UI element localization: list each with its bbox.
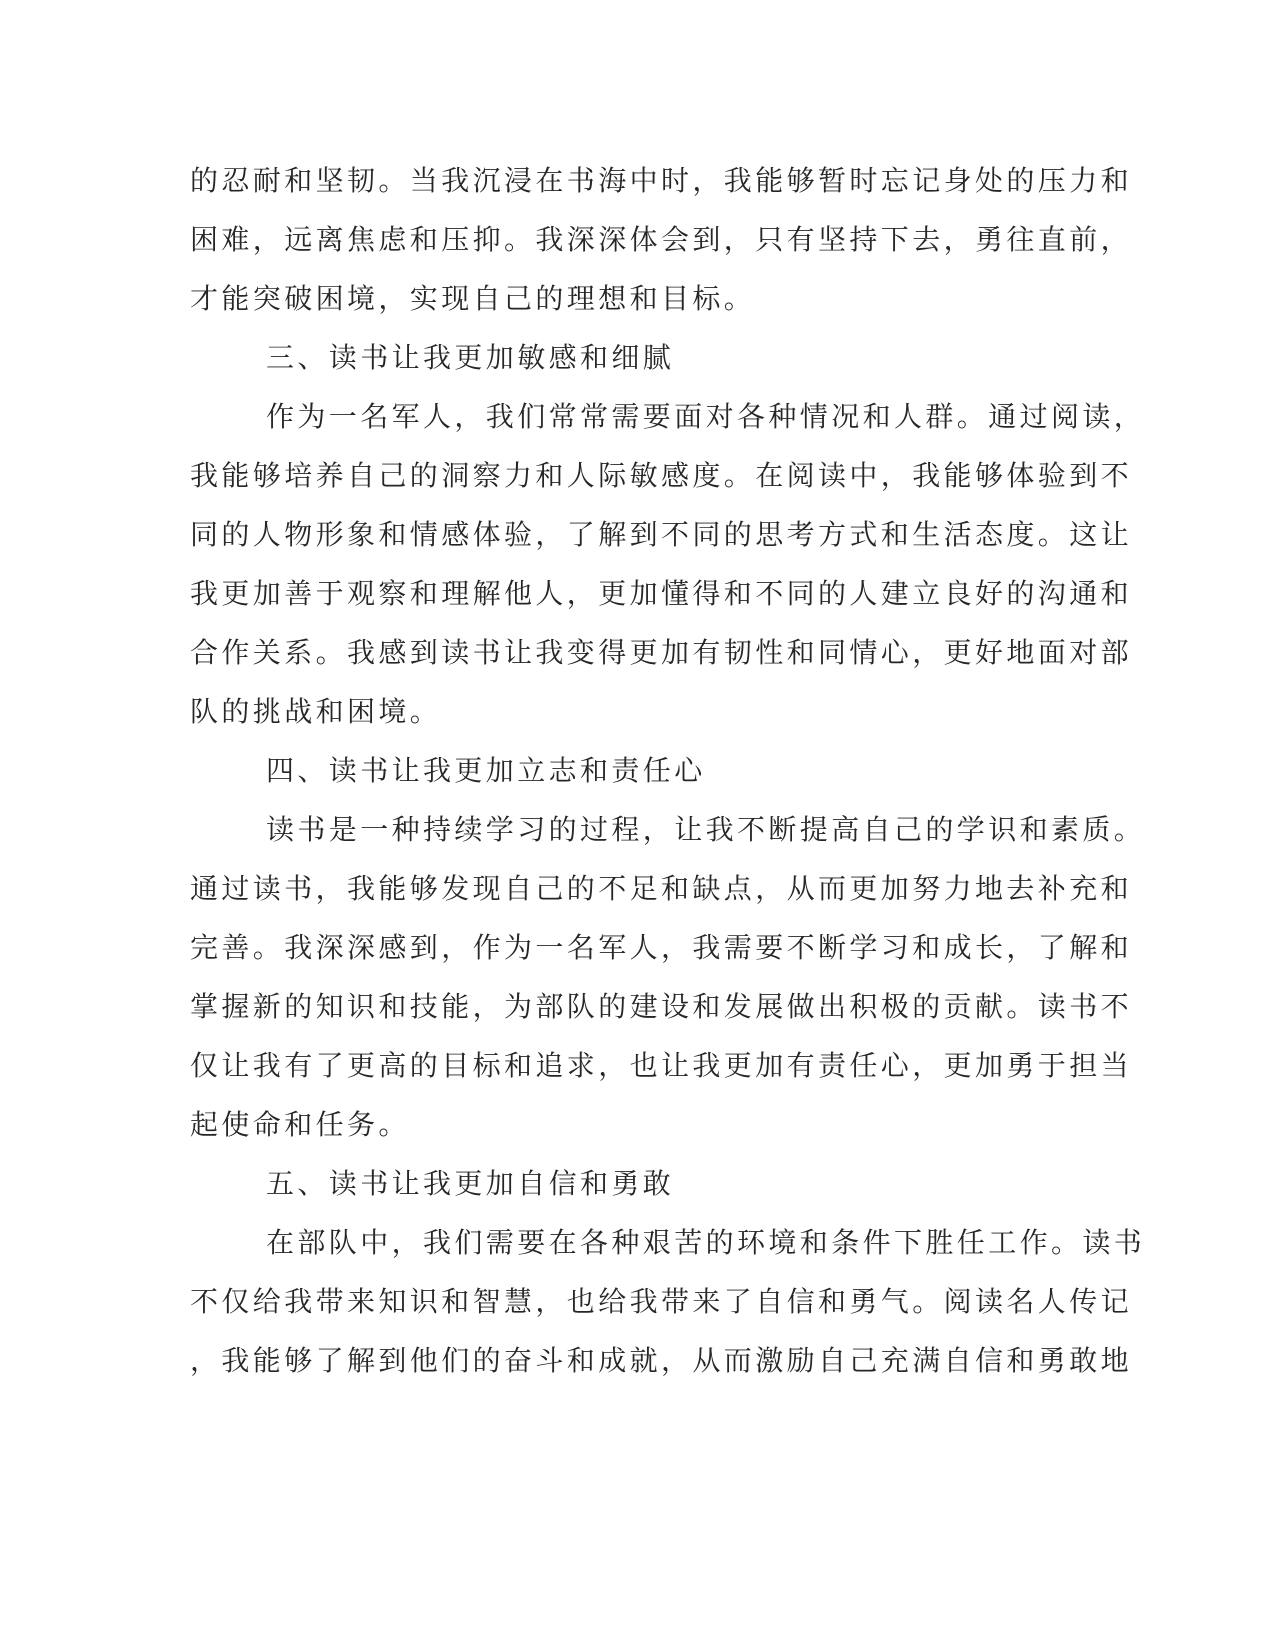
body-line: 通过读书，我能够发现自己的不足和缺点，从而更加努力地去补充和	[190, 872, 1133, 905]
body-line: 的忍耐和坚韧。当我沉浸在书海中时，我能够暂时忘记身处的压力和	[190, 164, 1133, 197]
paragraph-first-line: 作为一名军人，我们常常需要面对各种情况和人群。通过阅读，	[266, 400, 1146, 433]
body-line: 队的挑战和困境。	[190, 695, 442, 728]
body-line: 不仅给我带来知识和智慧，也给我带来了自信和勇气。阅读名人传记	[190, 1285, 1133, 1318]
body-line: 仅让我有了更高的目标和追求，也让我更加有责任心，更加勇于担当	[190, 1049, 1133, 1082]
section-heading: 四、读书让我更加立志和责任心	[266, 754, 706, 787]
body-line: 我能够培养自己的洞察力和人际敏感度。在阅读中，我能够体验到不	[190, 459, 1133, 492]
body-line: 困难，远离焦虑和压抑。我深深体会到，只有坚持下去，勇往直前，	[190, 223, 1133, 256]
section-heading: 三、读书让我更加敏感和细腻	[266, 341, 675, 374]
body-line: 完善。我深深感到，作为一名军人，我需要不断学习和成长，了解和	[190, 931, 1133, 964]
body-line: ，我能够了解到他们的奋斗和成就，从而激励自己充满自信和勇敢地	[190, 1344, 1133, 1377]
paragraph-first-line: 读书是一种持续学习的过程，让我不断提高自己的学识和素质。	[266, 813, 1146, 846]
body-line: 我更加善于观察和理解他人，更加懂得和不同的人建立良好的沟通和	[190, 577, 1133, 610]
body-line: 掌握新的知识和技能，为部队的建设和发展做出积极的贡献。读书不	[190, 990, 1133, 1023]
body-line: 才能突破困境，实现自己的理想和目标。	[190, 282, 756, 315]
body-line: 起使命和任务。	[190, 1108, 410, 1141]
body-line: 同的人物形象和情感体验，了解到不同的思考方式和生活态度。这让	[190, 518, 1133, 551]
body-line: 合作关系。我感到读书让我变得更加有韧性和同情心，更好地面对部	[190, 636, 1133, 669]
paragraph-first-line: 在部队中，我们需要在各种艰苦的环境和条件下胜任工作。读书	[266, 1226, 1146, 1259]
section-heading: 五、读书让我更加自信和勇敢	[266, 1167, 675, 1200]
